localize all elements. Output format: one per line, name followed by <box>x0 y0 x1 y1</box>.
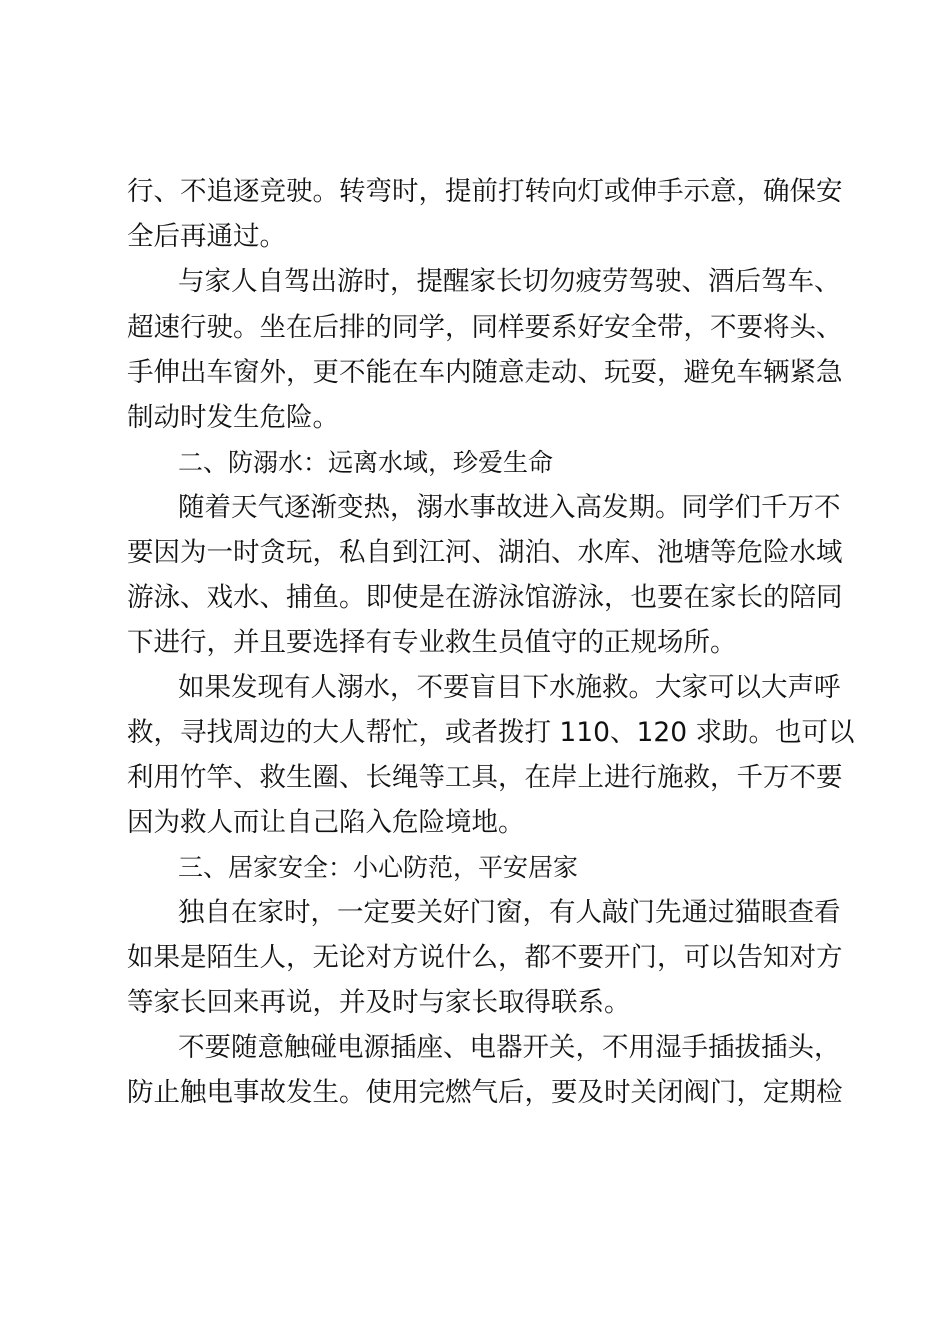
text-line: 等家长回来再说，并及时与家长取得联系。 <box>127 987 631 1018</box>
text-line: 要因为一时贪玩，私自到江河、湖泊、水库、池塘等危险水域 <box>127 537 843 568</box>
text-line: 救，寻找周边的大人帮忙，或者拨打 110、120 求助。也可以 <box>127 717 855 748</box>
text-line: 独自在家时，一定要关好门窗，有人敲门先通过猫眼查看 <box>178 897 841 928</box>
text-line: 手伸出车窗外，更不能在车内随意走动、玩耍，避免车辆紧急 <box>127 357 843 388</box>
text-line: 如果发现有人溺水，不要盲目下水施救。大家可以大声呼 <box>178 672 841 703</box>
text-line: 利用竹竿、救生圈、长绳等工具，在岸上进行施救，千万不要 <box>127 762 843 793</box>
text-line: 防止触电事故发生。使用完燃气后，要及时关闭阀门，定期检 <box>127 1077 843 1108</box>
section-heading: 三、居家安全：小心防范，平安居家 <box>178 853 579 882</box>
text-line: 行、不追逐竞驶。转弯时，提前打转向灯或伸手示意，确保安 <box>127 176 843 207</box>
text-line: 不要随意触碰电源插座、电器开关，不用湿手插拔插头， <box>178 1032 841 1063</box>
text-line: 超速行驶。坐在后排的同学，同样要系好安全带，不要将头、 <box>127 312 843 343</box>
text-line: 全后再通过。 <box>127 221 286 252</box>
section-heading: 二、防溺水：远离水域，珍爱生命 <box>178 448 554 477</box>
text-line: 与家人自驾出游时，提醒家长切勿疲劳驾驶、酒后驾车、 <box>178 266 841 297</box>
text-line: 制动时发生危险。 <box>127 402 339 433</box>
text-line: 下进行，并且要选择有专业救生员值守的正规场所。 <box>127 627 737 658</box>
text-line: 因为救人而让自己陷入危险境地。 <box>127 807 525 838</box>
text-line: 随着天气逐渐变热，溺水事故进入高发期。同学们千万不 <box>178 492 841 523</box>
text-line: 如果是陌生人，无论对方说什么，都不要开门，可以告知对方 <box>127 942 843 973</box>
text-line: 游泳、戏水、捕鱼。即使是在游泳馆游泳，也要在家长的陪同 <box>127 582 843 613</box>
